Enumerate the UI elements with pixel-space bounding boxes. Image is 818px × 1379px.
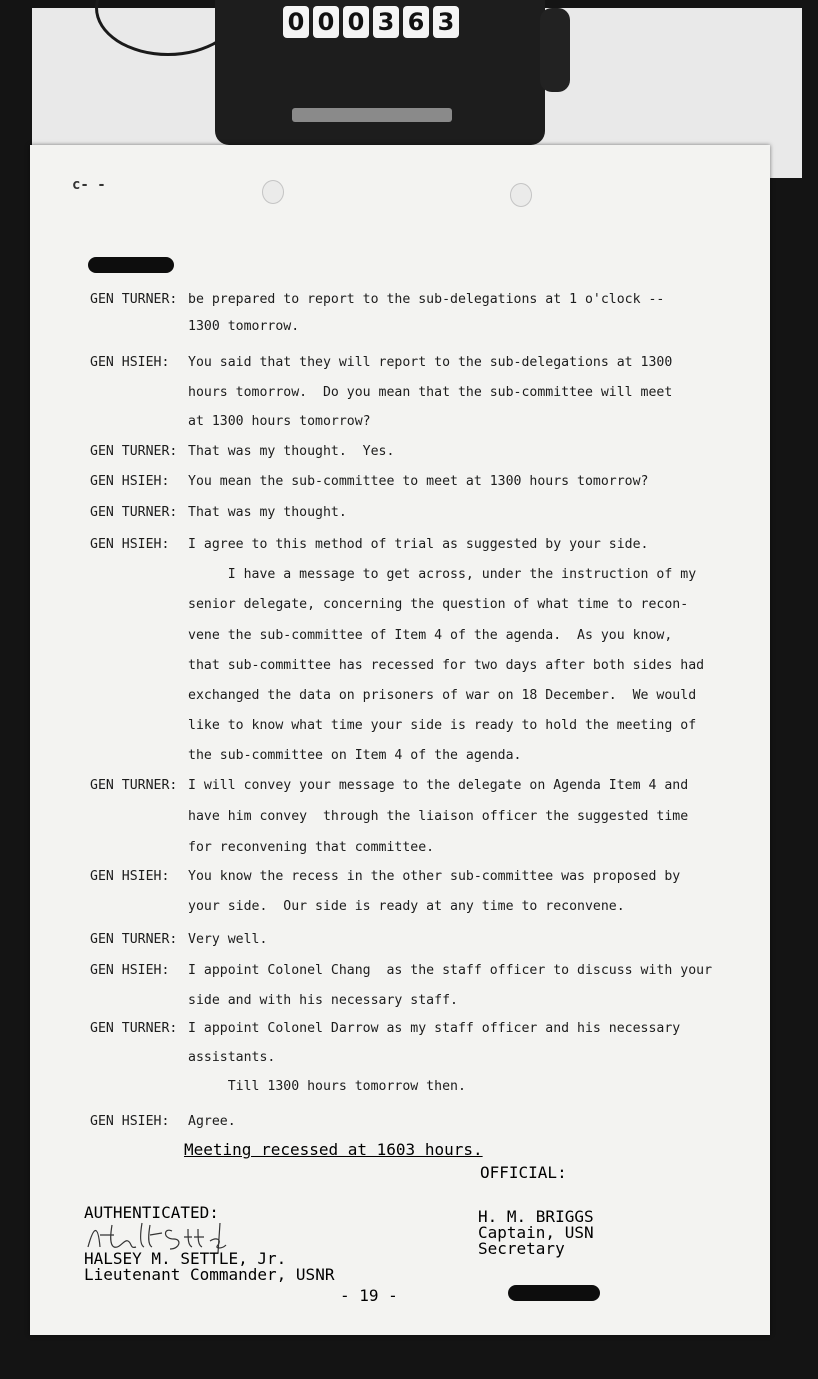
speech-line: That was my thought. [188, 505, 347, 520]
document-page [30, 145, 770, 1335]
official-name: H. M. BRIGGS [478, 1207, 594, 1226]
speaker-label: GEN TURNER: [90, 778, 178, 793]
authenticated-rank: Lieutenant Commander, USNR [84, 1265, 335, 1284]
page-number: - 19 - [340, 1286, 398, 1305]
speech-line: I appoint Colonel Darrow as my staff officer and his necessary [188, 1021, 681, 1036]
official-rank: Captain, USN [478, 1223, 594, 1242]
speech-line: at 1300 hours tomorrow? [188, 414, 371, 429]
speech-line: have him convey through the liaison officer the suggested time [188, 809, 689, 824]
counter-digit: 0 [283, 6, 309, 38]
recess-statement: Meeting recessed at 1603 hours. [184, 1140, 483, 1159]
counter-label-plate [292, 108, 452, 122]
speaker-label: GEN TURNER: [90, 1021, 178, 1036]
authenticated-label: AUTHENTICATED: [84, 1203, 219, 1222]
counter-digit: 3 [433, 6, 459, 38]
speech-line: exchanged the data on prisoners of war on 18 December. We would [188, 688, 697, 703]
speech-line: I have a message to get across, under the instruction of my [188, 567, 697, 583]
speech-line: senior delegate, concerning the question of what time to recon- [188, 597, 689, 613]
speech-line: 1300 tomorrow. [188, 319, 300, 334]
speaker-label: GEN HSIEH: [90, 474, 170, 489]
speech-line: side and with his necessary staff. [188, 993, 458, 1008]
speech-line: that sub-committee has recessed for two days after both sides had [188, 657, 705, 673]
speaker-label: GEN TURNER: [90, 505, 178, 520]
speech-line: be prepared to report to the sub-delegations at 1 o'clock -- [188, 292, 665, 307]
counter-digit: 0 [313, 6, 339, 38]
speech-line: You mean the sub-committee to meet at 1300 hours tomorrow? [188, 474, 649, 489]
speaker-label: GEN HSIEH: [90, 537, 170, 552]
counter-digit: 0 [343, 6, 369, 38]
official-title: Secretary [478, 1239, 565, 1258]
frame-counter [283, 6, 459, 40]
speech-line: like to know what time your side is ready to hold the meeting of [188, 718, 697, 734]
authenticated-name: HALSEY M. SETTLE, Jr. [84, 1249, 287, 1268]
speech-line: your side. Our side is ready at any time to reconvene. [188, 899, 625, 914]
speech-line: Till 1300 hours tomorrow then. [188, 1079, 466, 1094]
speech-line: hours tomorrow. Do you mean that the sub-committee will meet [188, 384, 673, 400]
official-label: OFFICIAL: [480, 1163, 567, 1182]
speech-line: assistants. [188, 1050, 276, 1065]
speech-line: You know the recess in the other sub-committee was proposed by [188, 869, 681, 884]
speaker-label: GEN HSIEH: [90, 1114, 170, 1129]
speech-line: I will convey your message to the delegate on Agenda Item 4 and [188, 778, 689, 793]
speaker-label: GEN TURNER: [90, 932, 178, 947]
speech-line: I agree to this method of trial as suggested by your side. [188, 537, 649, 552]
speaker-label: GEN HSIEH: [90, 355, 170, 370]
speaker-label: GEN TURNER: [90, 292, 178, 307]
counter-digit: 6 [403, 6, 429, 38]
speech-line: the sub-committee on Item 4 of the agenda. [188, 748, 522, 764]
speaker-label: GEN HSIEH: [90, 869, 170, 884]
speech-line: You said that they will report to the sub-delegations at 1300 [188, 355, 673, 370]
speaker-label: GEN TURNER: [90, 444, 178, 459]
speech-line: Very well. [188, 932, 268, 947]
counter-knob [540, 8, 570, 92]
speech-line: for reconvening that committee. [188, 840, 435, 855]
speech-line: Agree. [188, 1114, 236, 1129]
counter-digit: 3 [373, 6, 399, 38]
speech-line: I appoint Colonel Chang as the staff officer to discuss with your [188, 963, 713, 978]
speech-line: vene the sub-committee of Item 4 of the agenda. As you know, [188, 627, 673, 643]
speaker-label: GEN HSIEH: [90, 963, 170, 978]
corner-mark: c- - [72, 177, 106, 193]
speech-line: That was my thought. Yes. [188, 444, 395, 459]
